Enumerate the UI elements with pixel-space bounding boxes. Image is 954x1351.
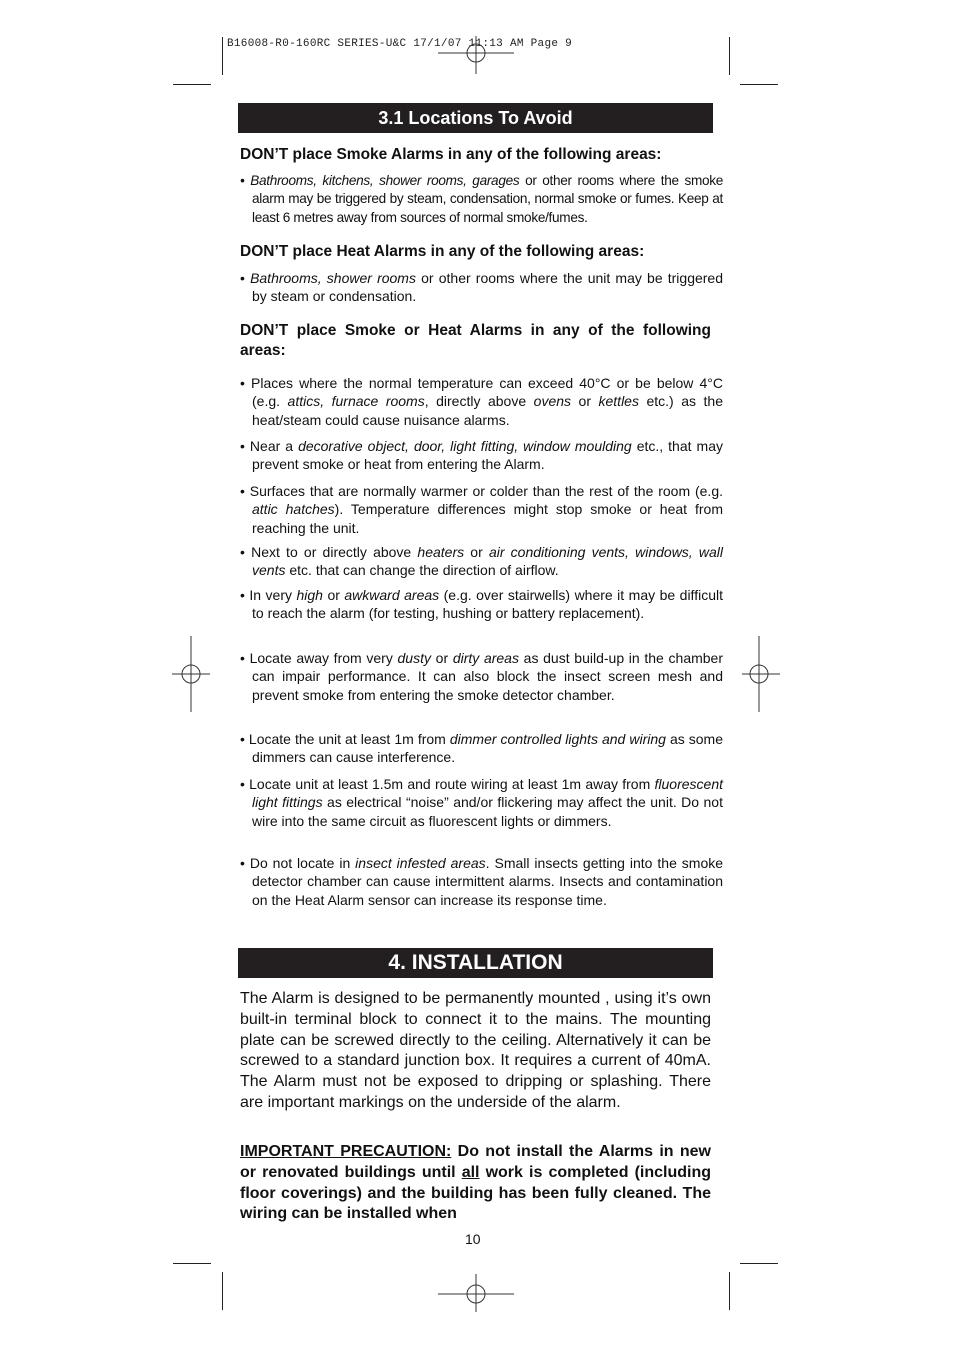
crop-mark: [729, 1272, 730, 1310]
page-number: 10: [465, 1231, 481, 1247]
important-precaution: IMPORTANT PRECAUTION: Do not install the Alarms in new or renovated buildings until all work is completed (including floor coverings) and the building has been fully cleaned. The wiring can be installed when: [240, 1143, 712, 1223]
crop-mark: [222, 37, 223, 75]
both-heading: DON’T place Smoke or Heat Alarms in any of the following areas:: [240, 322, 711, 359]
crop-mark: [173, 84, 211, 85]
registration-mark-left: [172, 634, 212, 714]
registration-mark-right: [740, 634, 780, 714]
list-item: • Surfaces that are normally warmer or colder than the rest of the room (e.g. attic hatches). Temperature differences might stop smoke or heat from reaching the unit.: [240, 483, 723, 536]
installation-paragraph: The Alarm is designed to be permanently mounted , using it’s own built-in terminal block to connect it to the mains. The mounting plate can be screwed directly to the ceiling. Alternatively it can be screwed to a standard junction box. It requires a current of 40mA. The Alarm must not be exposed to dripping or splashing. There are important markings on the underside of the alarm.: [240, 990, 711, 1111]
list-item: • Near a decorative object, door, light fitting, window moulding etc., that may prevent smoke or heat from entering the Alarm.: [240, 438, 723, 473]
list-item: • Places where the normal temperature can exceed 40°C or be below 4°C (e.g. attics, furnace rooms, directly above ovens or kettles etc.) as the heat/steam could cause nuisance alarms.: [240, 375, 723, 428]
smoke-list-item: • Bathrooms, kitchens, shower rooms, garages or other rooms where the smoke alarm may be triggered by steam, condensation, normal smoke or fumes. Keep at least 6 metres away from sources of normal smoke/fumes.: [240, 173, 723, 225]
crop-mark: [222, 1272, 223, 1310]
crop-mark: [729, 37, 730, 75]
list-item: • Do not locate in insect infested areas. Small insects getting into the smoke detector chamber can cause intermittent alarms. Insects and contamination on the Heat Alarm sensor can increase its response time.: [240, 855, 724, 908]
list-item: • Locate the unit at least 1m from dimmer controlled lights and wiring as some dimmers can cause interference.: [240, 731, 723, 766]
list-item: • Next to or directly above heaters or air conditioning vents, windows, wall vents etc. that can change the direction of airflow.: [240, 544, 724, 579]
registration-mark-top: [436, 36, 516, 76]
section-4-title: 4. INSTALLATION: [238, 948, 713, 978]
heat-heading: DON’T place Heat Alarms in any of the following areas:: [240, 243, 645, 260]
crop-mark: [740, 84, 778, 85]
print-slug: B16008-R0-160RC SERIES-U&C 17/1/07 11:13 AM Page 9: [227, 38, 573, 50]
smoke-heading: DON’T place Smoke Alarms in any of the following areas:: [240, 146, 662, 163]
crop-mark: [173, 1263, 211, 1264]
crop-mark: [740, 1263, 778, 1264]
list-item: • In very high or awkward areas (e.g. over stairwells) where it may be difficult to reach the alarm (for testing, hushing or battery replacement).: [240, 587, 723, 622]
heat-list-item: • Bathrooms, shower rooms or other rooms where the unit may be triggered by steam or condensation.: [240, 270, 724, 305]
section-3-1-title: 3.1 Locations To Avoid: [238, 103, 713, 133]
registration-mark-bottom: [436, 1272, 516, 1312]
list-item: • Locate away from very dusty or dirty areas as dust build-up in the chamber can impair performance. It can also block the insect screen mesh and prevent smoke from entering the smoke detector chamber.: [240, 650, 724, 703]
list-item: • Locate unit at least 1.5m and route wiring at least 1m away from fluorescent light fittings as electrical “noise” and/or flickering may affect the unit. Do not wire into the same circuit as fluorescent lights or dimmers.: [240, 776, 723, 829]
